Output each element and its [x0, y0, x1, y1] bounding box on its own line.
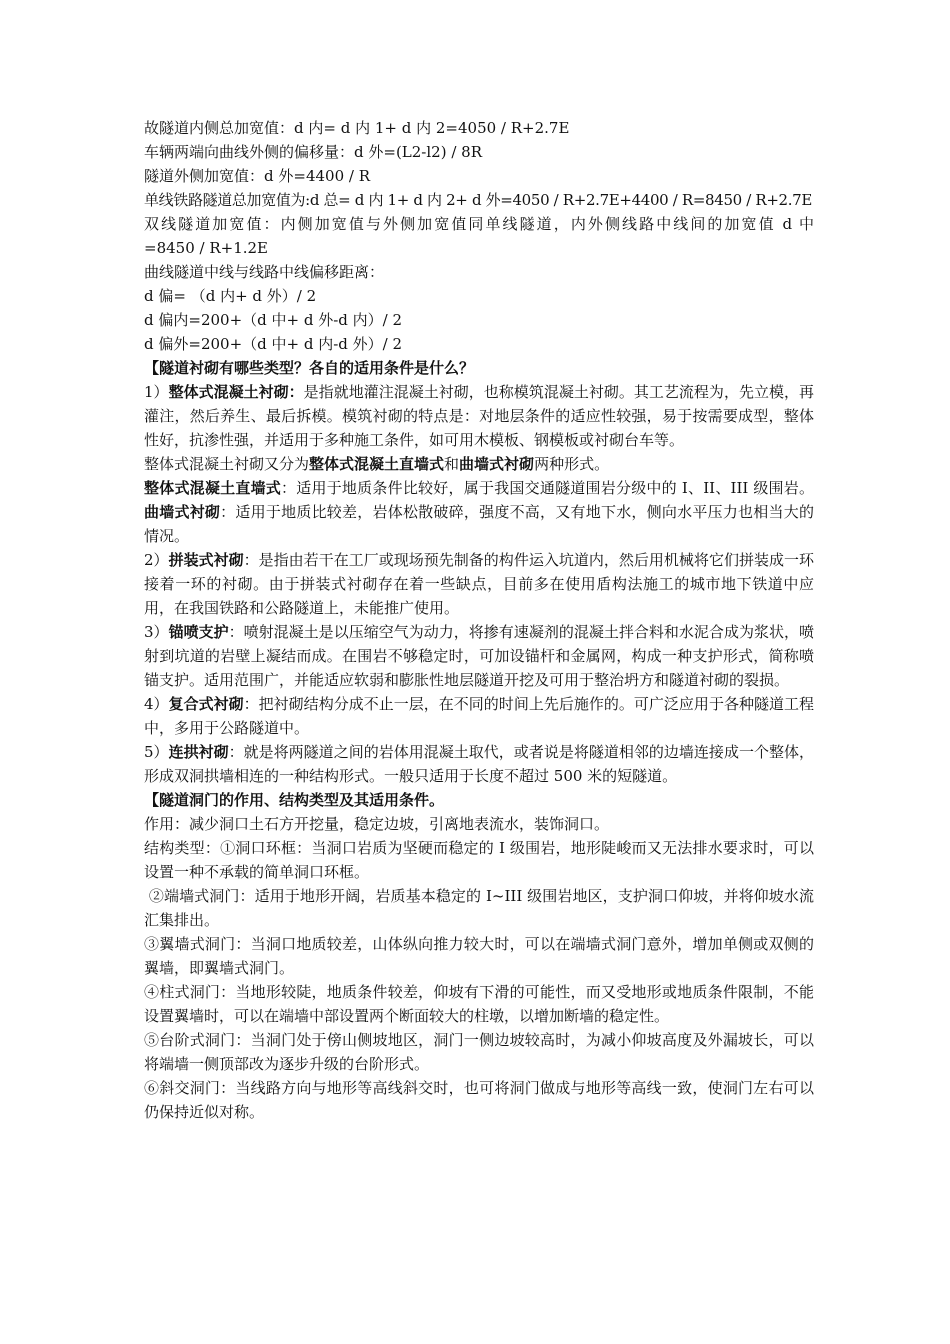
term-composite-lining: 复合式衬砌 [168, 695, 244, 713]
term-straight-wall: 整体式混凝土直墙式 [144, 479, 282, 497]
section-heading-lining-types: 【隧道衬砌有哪些类型？各自的适用条件是什么？ [144, 359, 475, 377]
paragraph-portal-type-1: 结构类型：①洞口环框：当洞口岩质为坚硬而稳定的 I 级围岩，地形陡峻而又无法排水要求时，可以设置一种不承载的简单洞口环框。 [144, 839, 814, 881]
paragraph-assembled-lining: 2）拼装式衬砌：是指由若干在工厂或现场预先制备的构件运入坑道内，然后用机械将它们拼装成一环接着一环的衬砌。由于拼装式衬砌存在着一些缺点，目前多在使用盾构法施工的城市地下铁道中应用，在我国铁路和公路隧道上，未能推广使用。 [144, 551, 814, 617]
formula-line: d 偏外=200+（d 中+ d 内-d 外）/ 2 [144, 335, 403, 353]
formula-line: 车辆两端向曲线外侧的偏移量：d 外=(L2-l2) / 8R [144, 143, 482, 161]
formula-line: d 偏内=200+（d 中+ d 外-d 内）/ 2 [144, 311, 403, 329]
paragraph-portal-type-4: ④柱式洞门：当地形较陡，地质条件较差，仰坡有下滑的可能性，而又受地形或地质条件限制，不能设置翼墙时，可以在端墙中部设置两个断面较大的柱墩，以增加断墙的稳定性。 [144, 983, 814, 1025]
paragraph-portal-type-2: ②端墙式洞门：适用于地形开阔，岩质基本稳定的 I~III 级围岩地区，支护洞口仰坡，并将仰坡水流汇集排出。 [144, 887, 814, 929]
term-assembled-lining: 拼装式衬砌 [168, 551, 244, 569]
paragraph-monolithic-lining: 1）整体式混凝土衬砌：是指就地灌注混凝土衬砌，也称模筑混凝土衬砌。其工艺流程为，先立模，再灌注，然后养生、最后拆模。模筑衬砌的特点是：对地层条件的适应性较强，易于按需要成型，整体性好，抗渗性强，并适用于多种施工条件，如可用木模板、钢模板或衬砌台车等。 [144, 383, 814, 449]
term-curved-wall: 曲墙式衬砌 [459, 455, 535, 473]
formula-line: 单线铁路隧道总加宽值为:d 总= d 内 1+ d 内 2+ d 外=4050 / R+2.7E+4400 / R=8450 / R+2.7E [144, 191, 812, 209]
term-curved-wall: 曲墙式衬砌 [144, 503, 221, 521]
paragraph-subtype-conditions: 整体式混凝土直墙式：适用于地质条件比较好，属于我国交通隧道围岩分级中的 I、II、III 级围岩。曲墙式衬砌：适用于地质比较差，岩体松散破碎，强度不高，又有地下水，侧向水平压力也相当大的情况。 [144, 479, 814, 545]
paragraph-multi-arch-lining: 5）连拱衬砌：就是将两隧道之间的岩体用混凝土取代，或者说是将隧道相邻的边墙连接成一个整体，形成双洞拱墙相连的一种结构形式。一般只适用于长度不超过 500 米的短隧道。 [144, 743, 814, 785]
formula-line: 隧道外侧加宽值：d 外=4400 / R [144, 167, 370, 185]
paragraph-composite-lining: 4）复合式衬砌：把衬砌结构分成不止一层，在不同的时间上先后施作的。可广泛应用于各种隧道工程中，多用于公路隧道中。 [144, 695, 814, 737]
paragraph-portal-type-5: ⑤台阶式洞门：当洞门处于傍山侧坡地区，洞门一侧边坡较高时，为减小仰坡高度及外漏坡长，可以将端墙一侧顶部改为逐步升级的台阶形式。 [144, 1031, 814, 1073]
paragraph-lining-subtypes: 整体式混凝土衬砌又分为整体式混凝土直墙式和曲墙式衬砌两种形式。 [144, 455, 610, 473]
formula-line: 故隧道内侧总加宽值：d 内= d 内 1+ d 内 2=4050 / R+2.7E [144, 119, 570, 137]
term-straight-wall: 整体式混凝土直墙式 [309, 455, 445, 473]
term-monolithic-lining: 整体式混凝土衬砌： [168, 383, 304, 401]
paragraph-shotcrete-support: 3）锚喷支护：喷射混凝土是以压缩空气为动力，将掺有速凝剂的混凝土拌合料和水泥合成为浆状，喷射到坑道的岩壁上凝结而成。在围岩不够稳定时，可加设锚杆和金属网，构成一种支护形式，简称喷锚支护。适用范围广，并能适应软弱和膨胀性地层隧道开挖及可用于整治坍方和隧道衬砌的裂损。 [144, 623, 814, 689]
formula-line: d 偏= （d 内+ d 外）/ 2 [144, 287, 317, 305]
paragraph-portal-function: 作用：减少洞口土石方开挖量，稳定边坡，引离地表流水，装饰洞口。 [144, 815, 610, 833]
paragraph-portal-type-6: ⑥斜交洞门：当线路方向与地形等高线斜交时，也可将洞门做成与地形等高线一致，使洞门左右可以仍保持近似对称。 [144, 1079, 814, 1121]
formula-line: 曲线隧道中线与线路中线偏移距离： [144, 263, 385, 281]
paragraph-portal-type-3: ③翼墙式洞门：当洞口地质较差，山体纵向推力较大时，可以在端墙式洞门意外，增加单侧或双侧的翼墙，即翼墙式洞门。 [144, 935, 814, 977]
formula-line: 双线隧道加宽值：内侧加宽值与外侧加宽值同单线隧道，内外侧线路中线间的加宽值 d 中 [144, 215, 814, 233]
term-multi-arch-lining: 连拱衬砌 [168, 743, 229, 761]
formula-line: =8450 / R+1.2E [144, 239, 268, 257]
term-shotcrete-support: 锚喷支护 [168, 623, 229, 641]
section-heading-portal: 【隧道洞门的作用、结构类型及其适用条件。 [144, 791, 445, 809]
